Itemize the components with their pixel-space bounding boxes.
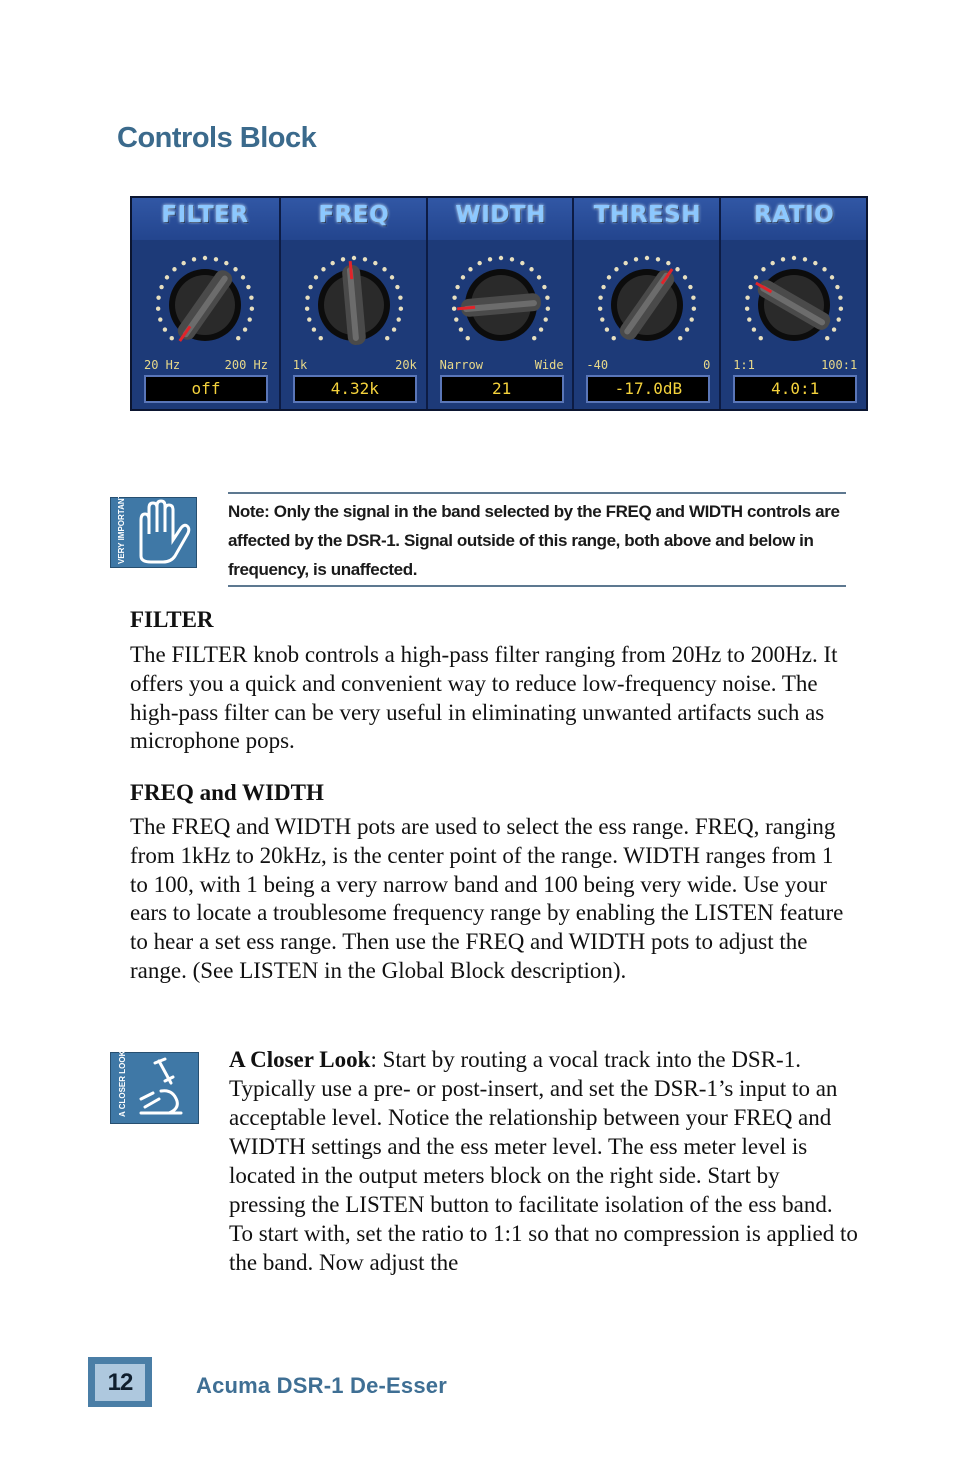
controls-panel bbox=[130, 196, 868, 411]
band-range bbox=[586, 358, 710, 372]
range-min: Narrow bbox=[439, 358, 483, 372]
filter-value-display[interactable]: off bbox=[144, 375, 268, 403]
microscope-icon bbox=[111, 1050, 198, 1123]
thresh-value-display[interactable]: -17.0dB bbox=[586, 375, 710, 403]
thresh-knob[interactable] bbox=[587, 250, 707, 360]
icon-label: VERY IMPORTANT bbox=[117, 493, 126, 564]
freq-width-body: The FREQ and WIDTH pots are used to select the ess range. FREQ, ranging from 1kHz to 20kHz, is the center point of the range. WIDTH ranges from 1 to 100, with 1 being a very narrow band and 100 being very wide. Use your ears to locate a troublesome frequency range by enabling the LISTEN feature to hear a set ess range. Then use the FREQ and WIDTH pots to adjust the range. (See LISTEN in the Global Block description). bbox=[130, 814, 844, 983]
band-title: RATIO bbox=[754, 202, 835, 228]
band-thresh bbox=[572, 198, 720, 409]
range-min: -40 bbox=[586, 358, 609, 372]
note-bottom-rule bbox=[228, 585, 846, 587]
band-range bbox=[293, 358, 417, 372]
range-max: Wide bbox=[534, 358, 564, 372]
filter-heading: FILTER bbox=[130, 607, 214, 632]
range-min: 20 Hz bbox=[144, 358, 181, 372]
freq-value-display[interactable]: 4.32k bbox=[293, 375, 417, 403]
range-max: 200 Hz bbox=[224, 358, 268, 372]
band-title: THRESH bbox=[593, 202, 701, 228]
very-important-icon bbox=[110, 493, 197, 568]
band-title: FILTER bbox=[161, 202, 249, 228]
filter-body: The FILTER knob controls a high-pass filter ranging from 20Hz to 200Hz. It offers you a quick and convenient way to reduce low-frequency noise. The high-pass filter can be very useful in eliminating unwanted artifacts such as microphone pops. bbox=[130, 642, 838, 754]
closer-look-lead: A Closer Look bbox=[229, 1047, 371, 1072]
page-number: 12 bbox=[95, 1364, 145, 1401]
closer-look-icon bbox=[110, 1052, 199, 1124]
range-max: 20k bbox=[395, 358, 417, 372]
range-min: 1:1 bbox=[733, 358, 755, 372]
footer-title: Acuma DSR-1 De-Esser bbox=[196, 1373, 447, 1398]
band-width bbox=[426, 198, 574, 409]
band-range bbox=[733, 358, 857, 372]
freq-width-heading: FREQ and WIDTH bbox=[130, 780, 324, 805]
section-title: Controls Block bbox=[117, 122, 317, 154]
band-range bbox=[440, 358, 564, 372]
note-top-rule bbox=[228, 492, 846, 494]
band-ratio bbox=[719, 198, 867, 409]
closer-look-text bbox=[229, 1045, 859, 1277]
width-value-display[interactable]: 21 bbox=[440, 375, 564, 403]
band-filter bbox=[132, 198, 278, 409]
ratio-knob[interactable] bbox=[734, 250, 854, 360]
band-range bbox=[144, 358, 268, 372]
filter-knob[interactable] bbox=[145, 250, 265, 360]
width-knob[interactable] bbox=[441, 250, 561, 360]
range-min: 1k bbox=[292, 358, 308, 372]
range-max: 0 bbox=[703, 358, 711, 372]
closer-look-body: : Start by routing a vocal track into the DSR-1. Typically use a pre- or post-insert, and set the DSR-1’s input to an acceptable level. Notice the relationship between your FREQ and WIDTH settings and the ess meter level. The ess meter level is located in the output meters block on the right side. Start by pressing the LISTEN button to facilitate isolation of the ess band. To start with, set the ratio to 1:1 so that no compression is applied to the band. Now adjust the bbox=[229, 1047, 858, 1275]
hand-icon bbox=[111, 498, 196, 567]
note-text: Note: Only the signal in the band selected by the FREQ and WIDTH controls are affected by the DSR-1. Signal outside of this range, both above and below in frequency, is unaffected. bbox=[228, 502, 840, 579]
band-freq bbox=[279, 198, 427, 409]
freq-knob[interactable] bbox=[294, 250, 414, 360]
range-max: 100:1 bbox=[821, 358, 858, 372]
band-title: FREQ bbox=[318, 202, 390, 228]
page-number-badge bbox=[88, 1357, 152, 1407]
ratio-value-display[interactable]: 4.0:1 bbox=[733, 375, 857, 403]
band-title: WIDTH bbox=[455, 202, 546, 228]
icon-label: A CLOSER LOOK bbox=[118, 1050, 127, 1117]
